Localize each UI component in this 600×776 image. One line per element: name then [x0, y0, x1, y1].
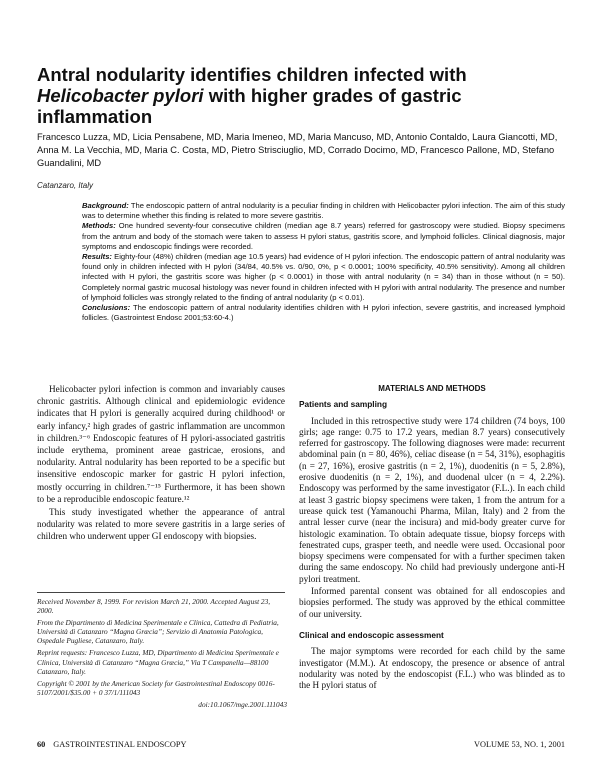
intro-paragraph-2: This study investigated whether the appearance of antral nodularity was related to more severe gastritis in a large series of children who underwent upper GI endoscopy with biopsies.: [37, 507, 285, 542]
abstract-results: [82, 252, 565, 303]
conclusions-label: Conclusions:: [82, 303, 131, 313]
article-notes: [37, 597, 287, 712]
title-part-1: Antral nodularity identifies children infected with: [37, 64, 467, 85]
journal-name: GASTROINTESTINAL ENDOSCOPY: [53, 740, 187, 749]
footer-left: [37, 740, 186, 749]
author-list: Francesco Luzza, MD, Licia Pensabene, MD, Maria Imeneo, MD, Maria Mancuso, MD, Antonio Contaldo, Laura Giancotti, MD, Anna M. La Vecchia, MD, Maria C. Costa, MD, Pietro Strisciuglio, MD, Corrado Docimo, MD, Francesco Pallone, MD, Stefano Guandalini, MD: [37, 132, 558, 168]
results-text: Eighty-four (48%) children (median age 10.5 years) had evidence of H pylori infection. The endoscopic pattern of antral nodularity was found only in children infected with H pylori (34/84, 40.5% vs. 0/90, 0%, p < 0.0001; 100% specificity, 40.5% sensitivity). Among all children infected with H pylori, the gastritis score was higher (p < 0.0001) in those with antral nodularity (n = 34) than in those without (n = 50). Completely normal gastric mucosal histology was never found in children infected with H pylori with antral nodularity. The presence and number of lymphoid follicles was strongly related to the finding of antral nodularity (p < 0.01).: [82, 252, 565, 302]
subsection-heading-patients: Patients and sampling: [299, 399, 388, 410]
methods-paragraph-2: Informed parental consent was obtained for all endoscopies and biopsies performed. The study was approved by the ethical committee of our university.: [299, 586, 565, 619]
introduction-column: [37, 383, 285, 543]
section-heading: MATERIALS AND METHODS: [378, 384, 486, 393]
methods-text: One hundred seventy-four consecutive children (median age 8.7 years) referred for gastroscopy were studied. Biopsy specimens from the antrum and body of the stomach were taken to assess H pylori status, gastritis score, and lymphoid follicles. Clinical diagnosis, major symptoms and endoscopic findings were recorded.: [82, 221, 565, 251]
methods-column: [299, 383, 565, 691]
methods-label: Methods:: [82, 221, 116, 231]
methods-paragraph-1: Included in this retrospective study were 174 children (74 boys, 100 girls; age range: 0.75 to 17.2 years, median 8.7 years) consecutively referred for gastroscopy. The following diagnoses were made: recurrent abdominal pain (n = 80, 46%), celiac disease (n = 54, 31%), esophagitis (n = 27, 16%), erosive gastritis (n = 2, 1%), duodenitis (n = 5, 2.8%), erosive duodenitis (n = 2, 1%), and duodenal ulcer (n = 4, 2.2%). Endoscopy was performed by the same investigator (F.L.). In each child at least 3 gastric biopsy specimens were taken, 1 from the antrum for a urease quick test (Yamanouchi Pharma, Milan, Italy) and 2 from the antral lesser curve (near the incisura) and mid-body greater curve for histologic examination. To obtain adequate tissue, biopsy forceps with fenestrated cups, grasper teeth, and needle were used. Occasional poor biopsy specimens were compensated for with a further specimen taken during the same endoscopy. No child had previously undergone anti-H pylori treatment.: [299, 415, 565, 584]
title-organism: Helicobacter pylori: [37, 85, 204, 106]
article-title: [37, 64, 537, 127]
subsection-heading-clinical: Clinical and endoscopic assessment: [299, 629, 444, 640]
title-part-2: with higher grades of gastric inflammation: [37, 85, 462, 127]
abstract-conclusions: [82, 303, 565, 323]
doi-note: doi:10.1067/mge.2001.111043: [198, 699, 287, 709]
received-note: Received November 8, 1999. For revision March 21, 2000. Accepted August 23, 2000.: [37, 597, 271, 616]
footnote-divider: [37, 592, 285, 593]
conclusions-text: The endoscopic pattern of antral nodularity identifies children with H pylori infection, severe gastritis, and increased lymphoid follicles. (Gastrointest Endosc 2001;53:60-4.): [82, 303, 565, 323]
from-note: From the Dipartimento di Medicina Sperimentale e Clinica, Cattedra di Pediatria, Università di Catanzaro “Magna Græcia”; Servizio di Anatomia Patologica, Ospedale Pugliese, Catanzaro, Italy.: [37, 618, 279, 646]
copyright-note: Copyright © 2001 by the American Society for Gastrointestinal Endoscopy 0016-5107/2001/$35.00 + 0 37/1/111043: [37, 678, 275, 697]
affiliation: Catanzaro, Italy: [37, 181, 94, 190]
background-label: Background:: [82, 201, 129, 210]
background-text: The endoscopic pattern of antral nodularity is a peculiar finding in children with Helicobacter pylori infection. The aim of this study was to determine whether this finding is related to more severe gastritis.: [82, 201, 565, 221]
methods-paragraph-3: The major symptoms were recorded for each child by the same investigator (M.M.). At endoscopy, the presence or absence of antral nodularity was noted by the endoscopist (F.L.) who was blinded as to the H pylori status of: [299, 646, 565, 691]
reprint-note: Reprint requests: Francesco Luzza, MD, Dipartimento di Medicina Sperimentale e Clinica, Università di Catanzaro “Magna Græcia,” Via T Campanella—88100 Catanzaro, Italy.: [37, 648, 279, 676]
abstract-methods: [82, 221, 565, 252]
abstract: [82, 201, 565, 323]
volume-info: VOLUME 53, NO. 1, 2001: [473, 740, 565, 749]
intro-paragraph-1: Helicobacter pylori infection is common and invariably causes chronic gastritis. Although clinical and epidemiologic evidence indicates that H pylori is generally acquired during childhood¹ or early infancy,² high grades of gastric inflammation are uncommon in children.³⁻⁶ Endoscopic features of H pylori-associated gastritis include erythema, prominent areae gastricae, erosions, and nodularity. Antral nodularity has been reported to be a specific but insensitive endoscopic marker for gastric H pylori infection, mostly occurring in children.⁷⁻¹⁵ Furthermore, it has been shown to be a reproducible endoscopic feature.¹²: [37, 384, 285, 504]
abstract-background: [82, 201, 565, 221]
results-label: Results:: [82, 252, 112, 262]
page-number: 60: [37, 740, 46, 749]
